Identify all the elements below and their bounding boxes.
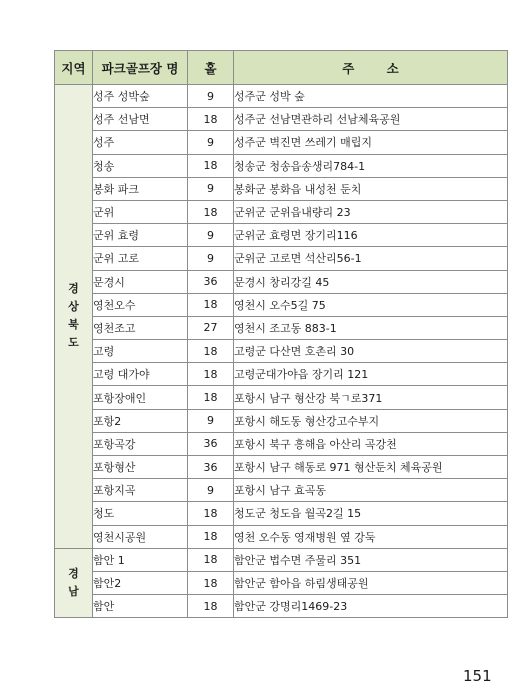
- course-name-cell: 문경시: [93, 270, 188, 293]
- address-cell: 포항시 남구 형산강 북ㄱ로371: [234, 386, 508, 409]
- course-name-cell: 청도: [93, 502, 188, 525]
- address-cell: 영천시 오수5길 75: [234, 293, 508, 316]
- table-row: [55, 316, 508, 339]
- holes-cell: 9: [188, 409, 234, 432]
- table-row: [55, 456, 508, 479]
- table-header-row: [55, 51, 508, 85]
- table-row: [55, 595, 508, 618]
- course-name-cell: 군위: [93, 200, 188, 223]
- park-golf-table: [54, 50, 508, 618]
- address-cell: 영천시 조고동 883-1: [234, 316, 508, 339]
- course-name-cell: 포항장애인: [93, 386, 188, 409]
- course-name-cell: 포항지곡: [93, 479, 188, 502]
- address-cell: 성주군 벽진면 쓰레기 매립지: [234, 131, 508, 154]
- table-row: [55, 224, 508, 247]
- holes-cell: 18: [188, 108, 234, 131]
- course-name-cell: 봉화 파크: [93, 177, 188, 200]
- header-region: 지역: [55, 51, 93, 85]
- page-number: 151: [463, 667, 492, 685]
- course-name-cell: 성주 선남면: [93, 108, 188, 131]
- table-row: [55, 432, 508, 455]
- address-cell: 성주군 선남면관하리 선남체육공원: [234, 108, 508, 131]
- table-row: [55, 363, 508, 386]
- table-row: [55, 85, 508, 108]
- address-cell: 포항시 남구 해동로 971 형산둔치 체육공원: [234, 456, 508, 479]
- table-row: [55, 293, 508, 316]
- region-char: 북: [68, 318, 79, 332]
- header-holes: 홀: [188, 51, 234, 85]
- region-cell: [55, 85, 93, 549]
- holes-cell: 18: [188, 363, 234, 386]
- table-body: [55, 85, 508, 618]
- holes-cell: 9: [188, 224, 234, 247]
- table-row: [55, 131, 508, 154]
- region-char: 상: [68, 300, 79, 314]
- course-name-cell: 함안2: [93, 571, 188, 594]
- table-row: [55, 108, 508, 131]
- table-row: [55, 200, 508, 223]
- course-name-cell: 성주 성박숲: [93, 85, 188, 108]
- holes-cell: 18: [188, 571, 234, 594]
- holes-cell: 18: [188, 340, 234, 363]
- address-cell: 함안군 법수면 주물리 351: [234, 548, 508, 571]
- holes-cell: 18: [188, 502, 234, 525]
- course-name-cell: 군위 효령: [93, 224, 188, 247]
- course-name-cell: 함안: [93, 595, 188, 618]
- holes-cell: 36: [188, 456, 234, 479]
- table-row: [55, 571, 508, 594]
- address-cell: 고령군 다산면 호촌리 30: [234, 340, 508, 363]
- region-char: 경: [68, 567, 79, 581]
- course-name-cell: 청송: [93, 154, 188, 177]
- holes-cell: 36: [188, 432, 234, 455]
- holes-cell: 9: [188, 85, 234, 108]
- table-row: [55, 409, 508, 432]
- holes-cell: 9: [188, 247, 234, 270]
- region-cell: [55, 548, 93, 618]
- address-cell: 포항시 북구 흥해읍 아산리 곡강천: [234, 432, 508, 455]
- table-row: [55, 548, 508, 571]
- course-name-cell: 영천오수: [93, 293, 188, 316]
- address-cell: 군위군 고로면 석산리56-1: [234, 247, 508, 270]
- course-name-cell: 포항형산: [93, 456, 188, 479]
- course-name-cell: 군위 고로: [93, 247, 188, 270]
- course-name-cell: 성주: [93, 131, 188, 154]
- table-row: [55, 154, 508, 177]
- table-row: [55, 340, 508, 363]
- course-name-cell: 고령: [93, 340, 188, 363]
- holes-cell: 18: [188, 154, 234, 177]
- address-cell: 봉화군 봉화읍 내성천 둔치: [234, 177, 508, 200]
- address-cell: 고령군대가야읍 장기리 121: [234, 363, 508, 386]
- address-cell: 군위군 효령면 장기리116: [234, 224, 508, 247]
- course-name-cell: 고령 대가야: [93, 363, 188, 386]
- course-name-cell: 영천시공원: [93, 525, 188, 548]
- address-cell: 청도군 청도읍 월곡2길 15: [234, 502, 508, 525]
- holes-cell: 36: [188, 270, 234, 293]
- holes-cell: 18: [188, 525, 234, 548]
- address-cell: 성주군 성박 숲: [234, 85, 508, 108]
- course-name-cell: 포항2: [93, 409, 188, 432]
- course-name-cell: 영천조고: [93, 316, 188, 339]
- header-address: 주 소: [234, 51, 508, 85]
- address-cell: 문경시 창리강길 45: [234, 270, 508, 293]
- holes-cell: 9: [188, 131, 234, 154]
- address-cell: 청송군 청송읍송생리784-1: [234, 154, 508, 177]
- table-row: [55, 270, 508, 293]
- holes-cell: 27: [188, 316, 234, 339]
- holes-cell: 18: [188, 386, 234, 409]
- holes-cell: 18: [188, 595, 234, 618]
- course-name-cell: 함안 1: [93, 548, 188, 571]
- address-cell: 포항시 남구 효곡동: [234, 479, 508, 502]
- holes-cell: 18: [188, 200, 234, 223]
- course-name-cell: 포항곡강: [93, 432, 188, 455]
- address-cell: 함안군 강명리1469-23: [234, 595, 508, 618]
- table-row: [55, 247, 508, 270]
- table-row: [55, 502, 508, 525]
- address-cell: 함안군 함아읍 하림생태공원: [234, 571, 508, 594]
- address-cell: 군위군 군위읍내량리 23: [234, 200, 508, 223]
- table-row: [55, 177, 508, 200]
- address-cell: 영천 오수동 영재병원 옆 강둑: [234, 525, 508, 548]
- table-row: [55, 479, 508, 502]
- header-course-name: 파크골프장 명: [93, 51, 188, 85]
- holes-cell: 18: [188, 293, 234, 316]
- region-char: 경: [68, 282, 79, 296]
- holes-cell: 9: [188, 177, 234, 200]
- holes-cell: 18: [188, 548, 234, 571]
- table-row: [55, 525, 508, 548]
- region-char: 도: [68, 336, 79, 350]
- address-cell: 포항시 해도동 형산강고수부지: [234, 409, 508, 432]
- table-row: [55, 386, 508, 409]
- region-char: 남: [68, 585, 79, 599]
- holes-cell: 9: [188, 479, 234, 502]
